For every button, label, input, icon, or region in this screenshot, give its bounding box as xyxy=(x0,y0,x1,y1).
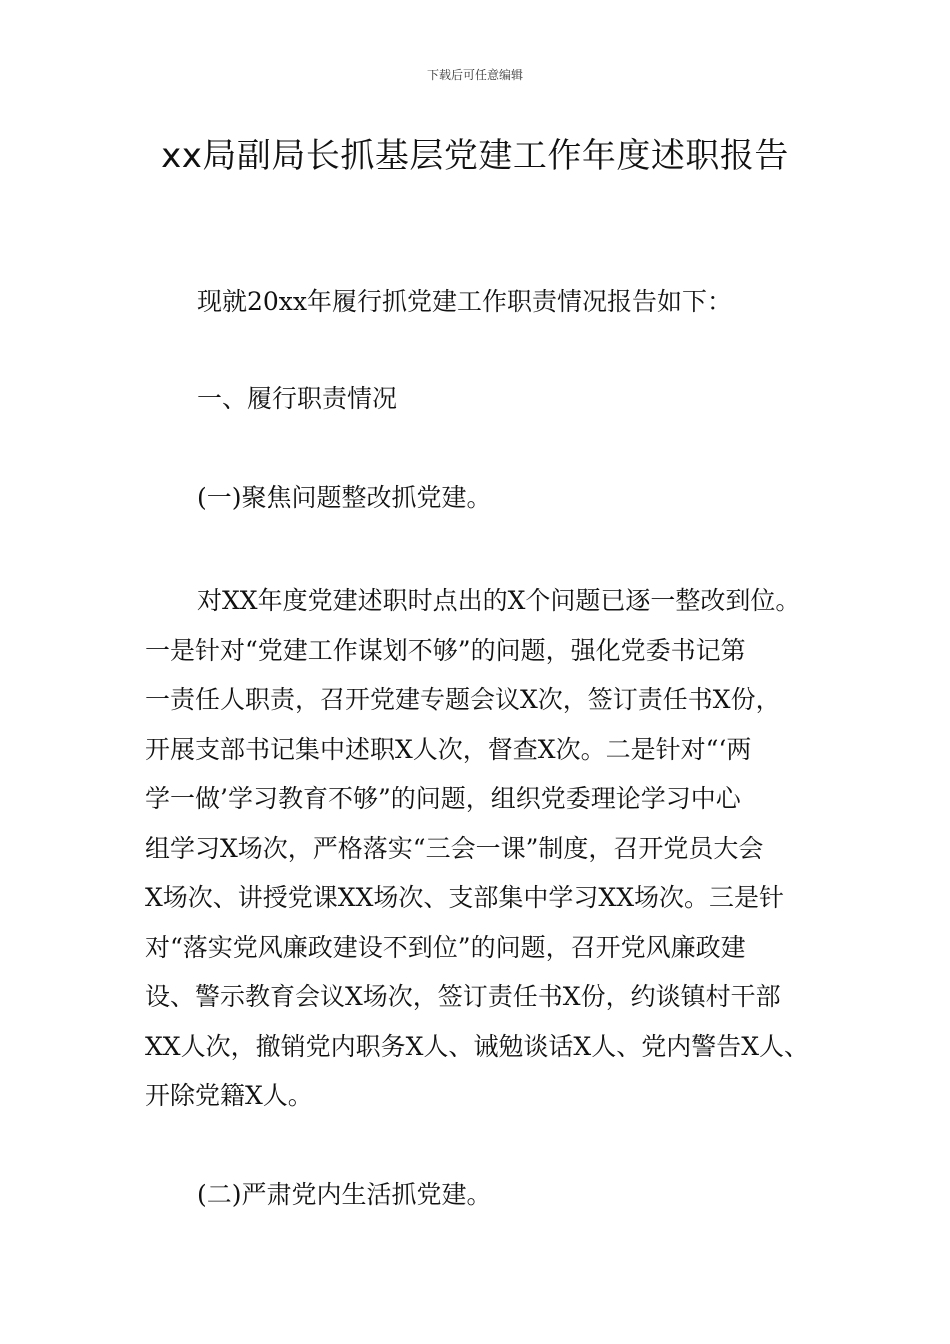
body-line: 设、警示教育会议X场次，签订责任书X份，约谈镇村干部 xyxy=(145,982,781,1011)
section-heading xyxy=(145,374,835,424)
body-line: 开展支部书记集中述职X人次，督查X次。二是针对“‘两 xyxy=(145,734,752,764)
body-line: 一是针对“党建工作谋划不够”的问题，强化党委书记第 xyxy=(145,635,746,665)
document-title: xx局副局长抓基层党建工作年度述职报告 xyxy=(161,136,789,176)
body-line: XX人次，撤销党内职务X人、诫勉谈话X人、党内警告X人、 xyxy=(145,1031,809,1061)
intro-text: 现就20xx年履行抓党建工作职责情况报告如下： xyxy=(197,287,733,316)
body-line: 一责任人职责，召开党建专题会议X次，签订责任书X份， xyxy=(145,685,781,714)
subsection2-heading: (二)严肃党内生活抓党建。 xyxy=(197,1180,492,1209)
body-line: 对“落实党风廉政建设不到位”的问题，召开党风廉政建 xyxy=(145,932,746,962)
subsection1-heading: (一)聚焦问题整改抓党建。 xyxy=(197,483,492,512)
header-note: 下载后可任意编辑 xyxy=(426,68,523,82)
intro-paragraph xyxy=(145,277,835,327)
body-line: X场次、讲授党课XX场次、支部集中学习XX场次。三是针 xyxy=(145,883,784,912)
subsection-heading xyxy=(145,1170,835,1220)
body-line: 学一做’学习教育不够”的问题，组织党委理论学习中心 xyxy=(145,784,741,813)
section1-heading: 一、履行职责情况 xyxy=(197,384,398,413)
body-line: 开除党籍X人。 xyxy=(145,1081,313,1110)
body-paragraph xyxy=(145,576,835,1121)
body-line: 组学习X场次，严格落实“三会一课”制度，召开党员大会 xyxy=(145,833,764,863)
subsection-heading xyxy=(145,473,835,523)
body-line: 对XX年度党建述职时点出的X个问题已逐一整改到位。 xyxy=(197,586,801,615)
